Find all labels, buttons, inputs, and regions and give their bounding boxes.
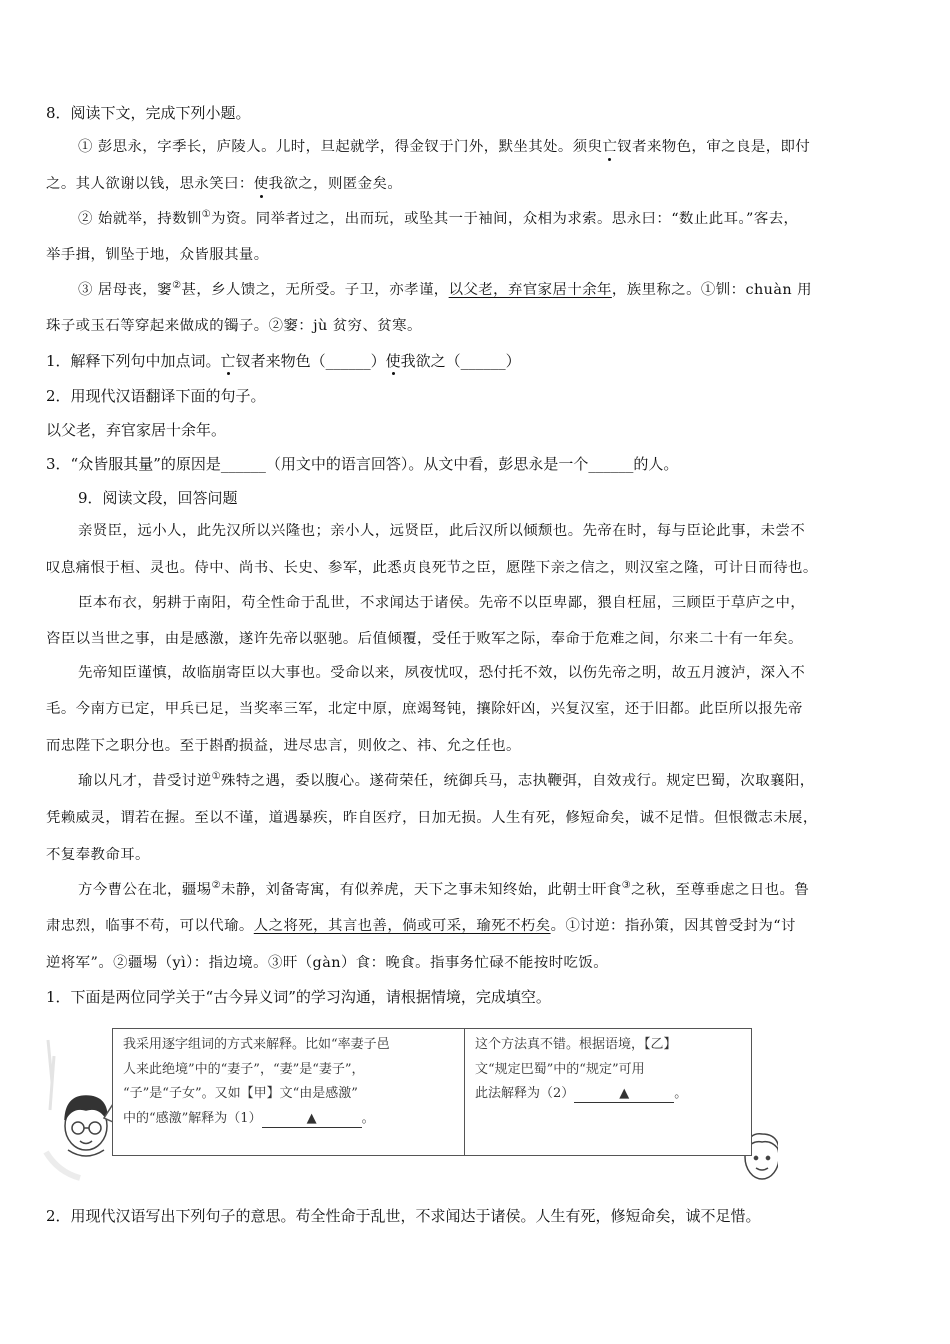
passage-9-line-12: 肃忠烈，临事不苟，可以代瑜。人之将死，其言也善，倘或可采，瑜死不朽矣。①讨逆：指孙策，因其曾受封为“讨 — [46, 918, 796, 934]
underlined-sentence: 以父老，弃官家居十余年 — [448, 282, 612, 298]
passage-9-line-7: 而忠陛下之职分也。至于斟酌损益，进尽忠言，则攸之、祎、允之任也。 — [46, 738, 521, 754]
emphasis-dot-word: 亡 — [602, 139, 618, 155]
passage-9-line-10: 不复奉教命耳。 — [46, 847, 150, 863]
passage-8-line-3: ② 始就举，持数钏①为资。同举者过之，出而玩，或坠其一于袖间，众相为求索。思永曰：“数止此耳。”客去， — [78, 209, 799, 227]
bubble-text: 此法解释为（2） ▲ 。 — [475, 1086, 688, 1101]
emphasis-dot-word: 使 — [253, 176, 269, 192]
passage-9-line-8: 瑜以凡才，昔受讨逆①殊特之遇，委以腹心。遂荷荣任，统御兵马，志执鞭弭，自效戎行。规定巴蜀，次取襄阳， — [78, 771, 815, 789]
passage-8-line-2: 之。其人欲谢以钱，思永笑曰：使我欲之，则匿金矣。 — [46, 176, 403, 192]
passage-9-footnote: 逆将军”。②疆埸（yì）：指边境。③旰（gàn）食：晚食。指事务忙碌不能按时吃饭。 — [46, 955, 609, 971]
underlined-sentence: 人之将死，其言也善，倘或可采，瑜死不朽矣 — [253, 918, 551, 934]
answer-blank-1[interactable]: ▲ — [262, 1111, 362, 1128]
passage-9-line-4: 咨臣以当世之事，由是感激，遂许先帝以驱驰。后值倾覆，受任于败军之际，奉命于危难之间，尔来二十有一年矣。 — [46, 631, 803, 647]
student-left-icon — [65, 1096, 107, 1156]
q8-subquestion-1: 1．解释下列句中加点词。亡钗者来物色（______）使我欲之（______） — [46, 352, 521, 370]
passage-8-line-4: 举手揖，钏坠于地，众皆服其量。 — [46, 247, 269, 263]
q8-subquestion-3: 3．“众皆服其量”的原因是______（用文中的语言回答）。从文中看，彭思永是一个______的人。 — [46, 455, 679, 473]
answer-blank-2[interactable]: ▲ — [574, 1086, 674, 1103]
bubble-text: 中的“感激”解释为（1） ▲ 。 — [123, 1110, 375, 1126]
passage-9-line-2: 叹息痛恨于桓、灵也。侍中、尚书、长史、参军，此悉贞良死节之臣，愿陛下亲之信之，则汉室之隆，可计日而待也。 — [46, 560, 818, 576]
speech-bubble-left — [112, 1028, 474, 1156]
bubble-text: 人来此绝境”中的“妻子”，“妻”是“妻子”， — [123, 1061, 365, 1077]
passage-9-line-5: 先帝知臣谨慎，故临崩寄臣以大事也。受命以来，夙夜忧叹，恐付托不效，以伤先帝之明，故五月渡泸，深入不 — [78, 665, 806, 681]
speech-bubble-right — [464, 1028, 752, 1156]
q8-subquestion-2: 2．用现代汉语翻译下面的句子。 — [46, 387, 266, 405]
dialogue-illustration — [40, 1022, 778, 1182]
q9-subquestion-2: 2．用现代汉语写出下列句子的意思。苟全性命于乱世，不求闻达于诸侯。人生有死，修短命矣，诚不足惜。 — [46, 1207, 761, 1225]
bubble-text: 文“规定巴蜀”中的“规定”可用 — [475, 1061, 645, 1077]
passage-8-footnote: 珠子或玉石等穿起来做成的镯子。②窭：jù 贫穷、贫寒。 — [46, 318, 422, 334]
question-8-heading: 8．阅读下文，完成下列小题。 — [46, 104, 251, 122]
bubble-text: “子”是“子女”。又如【甲】文“由是感激” — [123, 1086, 358, 1101]
passage-9-line-9: 凭赖威灵，谓若在握。至以不谨，道遇暴疾，昨自医疗，日加无损。人生有死，修短命矣，诚不足惜。但恨微志未展， — [46, 810, 818, 826]
emphasis-dot-word: 使 — [385, 352, 401, 370]
q8-translate-sentence: 以父老，弃官家居十余年。 — [46, 421, 227, 439]
bubble-text: 这个方法真不错。根据语境，【乙】 — [475, 1037, 677, 1052]
passage-9-line-1: 亲贤臣，远小人，此先汉所以兴隆也；亲小人，远贤臣，此后汉所以倾颓也。先帝在时，每与臣论此事，未尝不 — [78, 523, 806, 539]
q9-subquestion-1: 1．下面是两位同学关于“古今异义词”的学习沟通，请根据情境，完成填空。 — [46, 988, 551, 1006]
passage-9-line-3: 臣本布衣，躬耕于南阳，苟全性命于乱世，不求闻达于诸侯。先帝不以臣卑鄙，猥自枉屈，三顾臣于草庐之中， — [78, 595, 806, 611]
passage-8-line-5: ③ 居母丧，窭②甚，乡人馈之，无所受。子卫，亦孝谨，以父老，弃官家居十余年，族里称之。①钏：chuàn 用 — [78, 280, 813, 298]
passage-9-line-11: 方今曹公在北，疆埸②未静，刘备寄寓，有似养虎，天下之事未知终始，此朝士旰食③之秋，至尊垂虑之日也。鲁 — [78, 880, 810, 898]
passage-8-line-1: ① 彭思永，字季长，庐陵人。儿时，旦起就学，得金钗于门外，默坐其处。须臾亡钗者来物色，审之良是，即付 — [78, 139, 811, 155]
bubble-text: 我采用逐字组词的方式来解释。比如“率妻子邑 — [123, 1037, 390, 1052]
passage-9-line-6: 毛。今南方已定，甲兵已足，当奖率三军，北定中原，庶竭驽钝，攘除奸凶，兴复汉室，还于旧都。此臣所以报先帝 — [46, 701, 803, 717]
question-9-heading: 9．阅读文段，回答问题 — [78, 489, 238, 507]
emphasis-dot-word: 亡 — [220, 352, 236, 370]
